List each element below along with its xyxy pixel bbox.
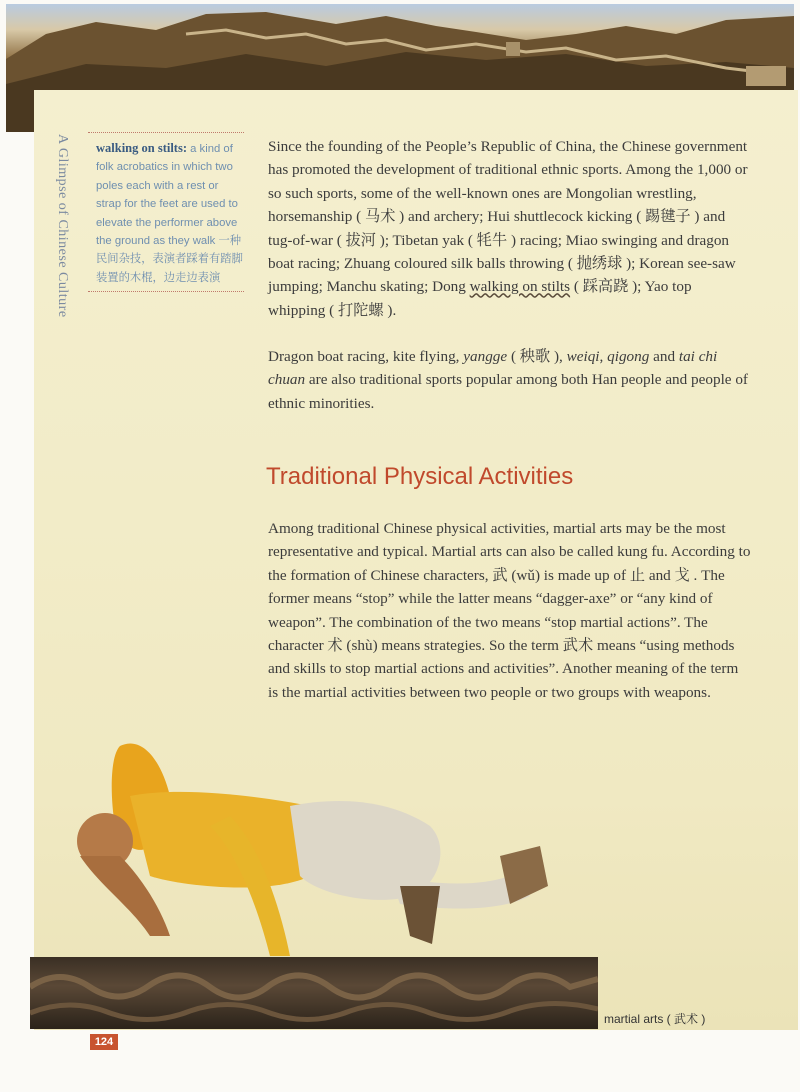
glossary-note — [88, 132, 244, 292]
martial-artist-figure — [60, 736, 550, 966]
gloss-chinese: 一种民间杂技，表演者踩着有踏脚装置的木棍，边走边表演 — [96, 235, 243, 284]
p2-text-d: and — [649, 348, 679, 365]
p2-text-e: are also traditional sports popular among both Han people and people of ethnic minorities. — [268, 371, 748, 412]
p2-text-c: , — [599, 348, 608, 365]
book-side-title — [54, 134, 70, 194]
gloss-term: walking on stilts: — [96, 141, 187, 155]
p2-yangge: yangge — [463, 348, 508, 365]
p2-text-a: Dragon boat racing, kite flying, — [268, 348, 464, 365]
page-number: 124 — [90, 1034, 118, 1050]
paragraph-ethnic-sports — [268, 135, 752, 322]
p2-qigong: qigong — [607, 348, 650, 365]
paragraph-popular-sports — [268, 345, 752, 415]
p2-weiqi: weiqi — [566, 348, 600, 365]
section-heading: Traditional Physical Activities — [266, 463, 574, 490]
p1-text-b: ( 踩高跷 ); Yao top whipping ( 打陀螺 ). — [268, 278, 692, 319]
gloss-definition: a kind of folk acrobatics in which two poles each with a rest or strap for the feet are used to elevate the performer above the ground as they walk — [96, 143, 238, 248]
p1-underlined-term: walking on stilts — [469, 278, 571, 296]
paragraph-martial-arts: Among traditional Chinese physical activities, martial arts may be the most representative and typical. Martial arts can also be called kung fu. According to the formation of Chinese characters, 武 (wǔ) is made up of 止 and 戈 . The former means “stop” while the latter means “dagger-axe” or “any kind of weapon”. The combination of the two means “stop martial actions”. The character 术 (shù) means strategies. So the term 武术 means “using methods and skills to stop martial actions and activities”. Another meaning of the term is the martial activities between two people or two groups with weapons. — [268, 520, 751, 701]
p1-text-a: Since the founding of the People’s Republic of China, the Chinese government has promoted the development of traditional ethnic sports. Among the 1,000 or so such sports, some of the well-known ones are Mongolian wrestling, horsemanship ( 马术 ) and archery; Hui shuttlecock kicking ( 踢毽子 ) and tug-of-war ( 拔河 ); Tibetan yak ( 牦牛 ) racing; Miao swinging and dragon boat racing; Zhuang coloured silk balls throwing ( 抛绣球 ); Korean see-saw jumping; Manchu skating; Dong — [268, 138, 748, 296]
p2-text-b: ( 秧歌 ), — [507, 348, 567, 365]
p2-taichi: tai chi chuan — [268, 348, 718, 389]
wall-photo — [30, 957, 598, 1029]
figure-caption: martial arts ( 武术 ) — [604, 1012, 706, 1026]
